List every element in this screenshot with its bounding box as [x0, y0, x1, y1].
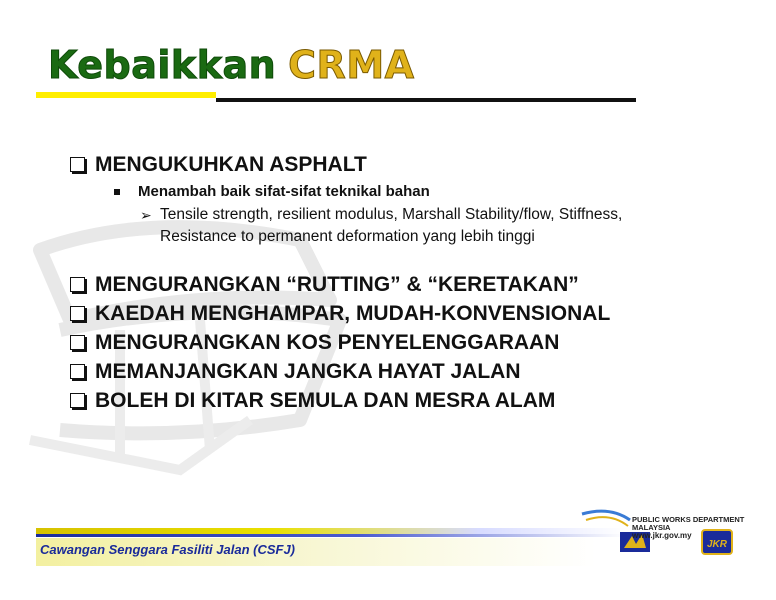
- bullet-item: [68, 328, 758, 357]
- detail-line-1: Tensile strength, resilient modulus, Marshall Stability/flow, Stiffness,: [160, 206, 623, 223]
- bullet-item: [68, 150, 758, 179]
- checkbox-bullet-icon: [70, 277, 85, 292]
- slide-title: [48, 40, 415, 90]
- title-word-kebaikkan: Kebaikkan: [48, 43, 277, 87]
- bullet-item: [68, 270, 758, 299]
- square-bullet-icon: [114, 189, 120, 195]
- bullet-text: MENGURANGKAN “RUTTING” & “KERETAKAN”: [95, 273, 579, 296]
- website-link[interactable]: www.jkr.gov.my: [632, 531, 692, 540]
- checkbox-bullet-icon: [70, 306, 85, 321]
- footer-band-blue: [36, 534, 626, 537]
- spacer: [68, 248, 758, 270]
- checkbox-bullet-icon: [70, 335, 85, 350]
- checkbox-bullet-icon: [70, 393, 85, 408]
- logo-text: JKR: [706, 539, 728, 550]
- sub-bullet-item: [114, 181, 758, 203]
- footer-department-label: Cawangan Senggara Fasiliti Jalan (CSFJ): [40, 542, 296, 557]
- detail-bullet-text: [160, 204, 660, 248]
- detail-bullet-item: [140, 204, 758, 248]
- bullet-text: MENGUKUHKAN ASPHALT: [95, 153, 367, 176]
- bullet-list: [68, 150, 758, 415]
- title-underline-black: [216, 98, 636, 102]
- bullet-text: KAEDAH MENGHAMPAR, MUDAH-KONVENSIONAL: [95, 302, 611, 325]
- jkr-org-block: [632, 516, 744, 540]
- bullet-text: MENGURANGKAN KOS PENYELENGGARAAN: [95, 331, 560, 354]
- bullet-text: BOLEH DI KITAR SEMULA DAN MESRA ALAM: [95, 389, 556, 412]
- bullet-item: [68, 357, 758, 386]
- bullet-item: [68, 299, 758, 328]
- checkbox-bullet-icon: [70, 157, 85, 172]
- sub-bullet-text: Menambah baik sifat-sifat teknikal bahan: [138, 183, 430, 200]
- bullet-text: MEMANJANGKAN JANGKA HAYAT JALAN: [95, 360, 521, 383]
- detail-line-2: Resistance to permanent deformation yang lebih tinggi: [160, 228, 535, 245]
- org-name-line1: PUBLIC WORKS DEPARTMENT: [632, 515, 745, 524]
- title-word-crma: CRMA: [288, 43, 415, 87]
- org-name-line2: MALAYSIA: [632, 523, 671, 532]
- bullet-item: [68, 386, 758, 415]
- arrow-bullet-icon: ➢: [140, 207, 152, 223]
- title-underline-yellow: [36, 92, 216, 98]
- checkbox-bullet-icon: [70, 364, 85, 379]
